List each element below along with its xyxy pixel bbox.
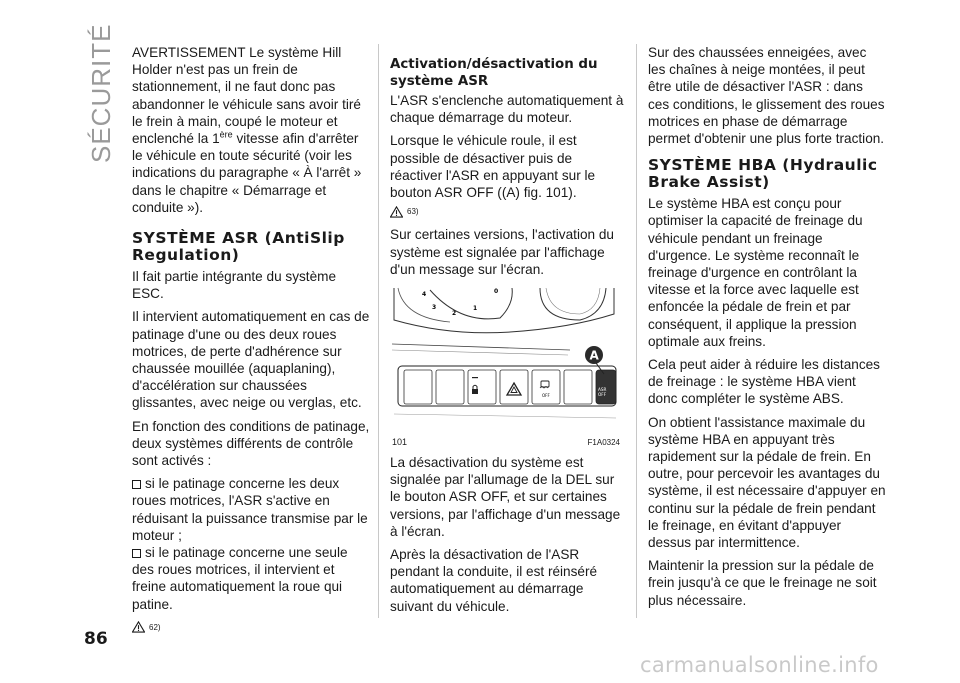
section-title: SÉCURITÉ xyxy=(86,23,116,163)
paragraph: Sur certaines versions, l'activation du système est signalée par l'affichage d'un message sur l'écran. xyxy=(390,227,614,277)
column-3 xyxy=(648,44,886,615)
warning-reference: 63) xyxy=(390,203,628,220)
figure-number: 101 xyxy=(392,437,408,448)
page-number: 86 xyxy=(84,629,108,649)
warning-triangle-icon xyxy=(390,206,403,218)
figure-code: F1A0324 xyxy=(587,438,620,448)
warning-triangle-icon xyxy=(132,621,145,633)
column-1 xyxy=(132,44,370,642)
column-divider xyxy=(636,44,637,618)
paragraph: La désactivation du système est signalée par l'allumage de la DEL sur le bouton ASR OFF, et sur certaines versions, par l'affichage d'un message à l'écran. xyxy=(390,455,621,539)
callout-label: A xyxy=(589,348,599,363)
dial-number: 1 xyxy=(473,305,478,313)
dial-number: 2 xyxy=(452,310,457,318)
bullet-box-icon xyxy=(132,480,141,489)
paragraph: Il intervient automatiquement en cas de patinage d'une ou des deux roues motrices, de perte d'adhérence sur chaussée mouillée (aquaplaning), d'accélération sur chaussées glissantes, avec neige ou verglas, etc. xyxy=(132,309,370,411)
paragraph: L'ASR s'enclenche automatiquement à chaque démarrage du moteur. xyxy=(390,93,624,126)
figure-101 xyxy=(390,284,620,448)
paragraph: Cela peut aider à réduire les distances de freinage : le système HBA vient donc compléter le système ABS. xyxy=(648,357,880,407)
paragraph: Sur des chaussées enneigées, avec les chaînes à neige montées, il peut être utile de désactiver l'ASR : dans ces conditions, le glissement des roues motrices en phase de démarrage permet d'obtenir une plus forte traction. xyxy=(648,45,885,147)
watermark: carmanualsonline.info xyxy=(640,653,879,677)
warning-reference: 62) xyxy=(132,619,370,636)
paragraph: On obtient l'assistance maximale du système HBA en appuyant très rapidement sur la pédale de frein. En outre, pour percevoir les avantages du système, il est nécessaire d'appuyer en continu sur la pédale de frein pendant le freinage, en évitant d'appuyer dessus par intermittence. xyxy=(648,414,886,551)
dial-number: 3 xyxy=(432,304,437,312)
paragraph: Il fait partie intégrante du système ESC. xyxy=(132,269,337,302)
bullet-item: si le patinage concerne les deux roues motrices, l'ASR s'active en réduisant la puissance transmise par le moteur ; xyxy=(132,476,368,543)
dashboard-illustration xyxy=(390,284,620,434)
column-2 xyxy=(390,44,628,621)
paragraph: Maintenir la pression sur la pédale de frein jusqu'à ce que le freinage ne soit plus nécessaire. xyxy=(648,558,877,608)
bullet-item: si le patinage concerne une seule des roues motrices, il intervient et freine automatiquement la roue qui patine. xyxy=(132,545,348,612)
paragraph: En fonction des conditions de patinage, deux systèmes différents de contrôle sont activés : xyxy=(132,418,370,469)
warning-paragraph: AVERTISSEMENT Le système Hill Holder n'est pas un frein de stationnement, il ne faut donc pas abandonner le véhicule sans avoir tiré le frein à main, coupé le moteur et enclenché la 1ère vitesse afin d'arrêter le véhicule en toute sécurité (voir les indications du paragraphe « À l'arrêt » dans le chapitre « Démarrage et conduite »). xyxy=(132,45,362,215)
asr-label: ASR xyxy=(598,387,607,393)
off-label: OFF xyxy=(542,393,550,399)
bullet-box-icon xyxy=(132,549,141,558)
hba-heading: SYSTÈME HBA (Hydraulic Brake Assist) xyxy=(648,156,878,192)
paragraph: Après la désactivation de l'ASR pendant la conduite, il est réinséré automatiquement au démarrage suivant du véhicule. xyxy=(390,547,598,614)
paragraph: Le système HBA est conçu pour optimiser la capacité de freinage du véhicule pendant un freinage d'urgence. Le système reconnaît le freinage d'urgence en contrôlant la vitesse et la force avec laquelle est enfoncée la pédale de frein et par conséquent, il applique la pression optimale aux freins. xyxy=(648,196,863,349)
off-label: OFF xyxy=(598,392,607,398)
activation-heading: Activation/désactivation du système ASR xyxy=(390,57,598,89)
dial-number: 0 xyxy=(494,288,499,296)
paragraph: Lorsque le véhicule roule, il est possible de désactiver puis de réactiver l'ASR en appuyant sur le bouton ASR OFF ((A) fig. 101). xyxy=(390,133,596,201)
asr-heading: SYSTÈME ASR (AntiSlip Regulation) xyxy=(132,229,345,265)
dial-number: 4 xyxy=(422,291,427,299)
column-divider xyxy=(378,44,379,618)
